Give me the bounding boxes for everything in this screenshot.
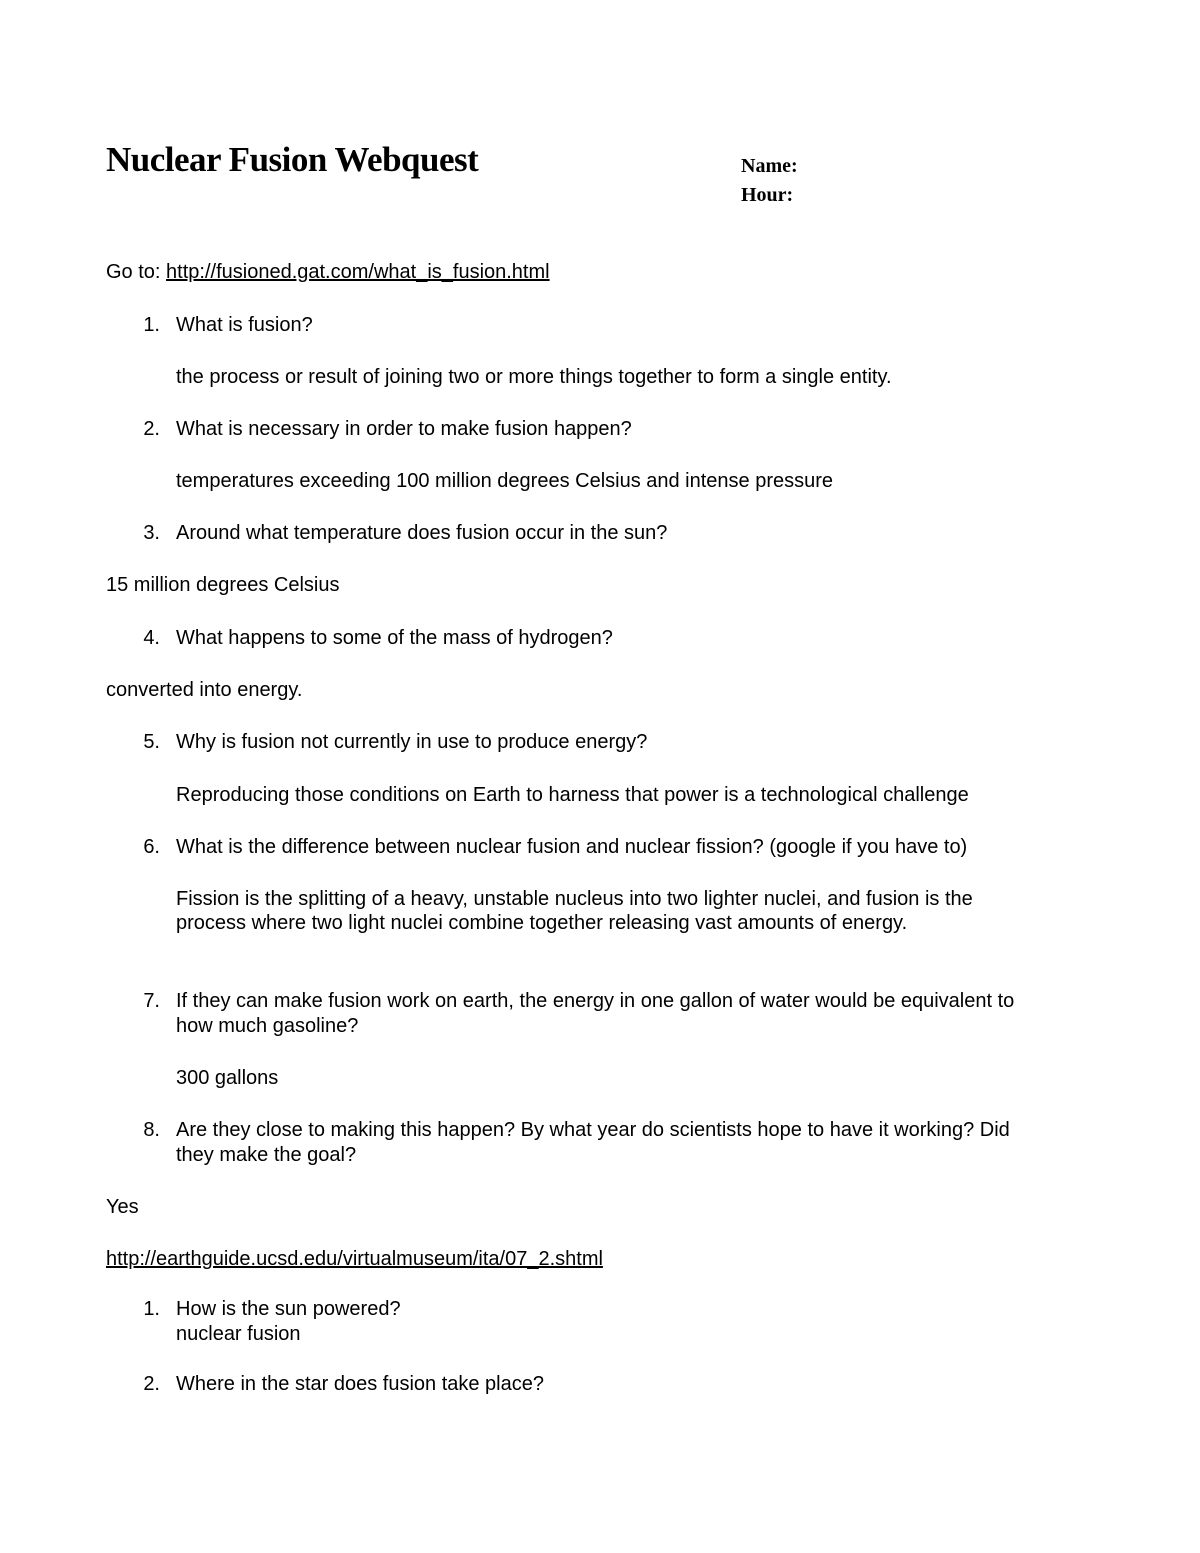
goto-line	[106, 260, 550, 284]
question-text-line: If they can make fusion work on earth, the energy in one gallon of water would be equivalent to	[176, 990, 1015, 1012]
answer-text: temperatures exceeding 100 million degrees Celsius and intense pressure	[176, 470, 834, 492]
answer-text: converted into energy.	[106, 679, 303, 701]
answer-text-line: process where two light nuclei combine together releasing vast amounts of energy.	[176, 912, 908, 934]
page-title: Nuclear Fusion Webquest	[106, 140, 479, 179]
question-number: 2.	[143, 418, 160, 440]
answer-text: nuclear fusion	[176, 1323, 301, 1345]
question-number: 4.	[143, 627, 160, 649]
question-text: What is necessary in order to make fusion happen?	[176, 418, 632, 440]
question-text-line: how much gasoline?	[176, 1015, 359, 1037]
fusion-url-link[interactable]: http://fusioned.gat.com/what_is_fusion.html	[166, 261, 550, 283]
question-number: 8.	[143, 1119, 160, 1141]
goto-prefix: Go to:	[106, 261, 161, 283]
name-label: Name:	[741, 155, 798, 177]
answer-text: Yes	[106, 1196, 139, 1218]
question-text: What is fusion?	[176, 314, 313, 336]
question-text: Where in the star does fusion take place?	[176, 1373, 544, 1395]
question-number: 5.	[143, 731, 160, 753]
question-text: What happens to some of the mass of hydrogen?	[176, 627, 613, 649]
question-text: What is the difference between nuclear fusion and nuclear fission? (google if you have to)	[176, 836, 968, 858]
hour-label: Hour:	[741, 184, 794, 206]
question-text: How is the sun powered?	[176, 1298, 401, 1320]
section2-link-line	[106, 1247, 603, 1271]
question-number: 1.	[143, 1298, 160, 1320]
question-number: 3.	[143, 522, 160, 544]
question-text-line: they make the goal?	[176, 1144, 357, 1166]
answer-text: Reproducing those conditions on Earth to harness that power is a technological challenge	[176, 784, 969, 806]
question-text: Why is fusion not currently in use to produce energy?	[176, 731, 648, 753]
answer-text: the process or result of joining two or more things together to form a single entity.	[176, 366, 892, 388]
question-number: 1.	[143, 314, 160, 336]
answer-text-line: Fission is the splitting of a heavy, unstable nucleus into two lighter nuclei, and fusion is the	[176, 888, 973, 910]
earthguide-url-link[interactable]: http://earthguide.ucsd.edu/virtualmuseum/ita/07_2.shtml	[106, 1248, 603, 1270]
answer-text: 300 gallons	[176, 1067, 279, 1089]
question-number: 6.	[143, 836, 160, 858]
answer-text: 15 million degrees Celsius	[106, 574, 340, 596]
question-text: Around what temperature does fusion occur in the sun?	[176, 522, 668, 544]
question-number: 7.	[143, 990, 160, 1012]
question-text-line: Are they close to making this happen? By what year do scientists hope to have it working? Did	[176, 1119, 1010, 1141]
question-number: 2.	[143, 1373, 160, 1395]
